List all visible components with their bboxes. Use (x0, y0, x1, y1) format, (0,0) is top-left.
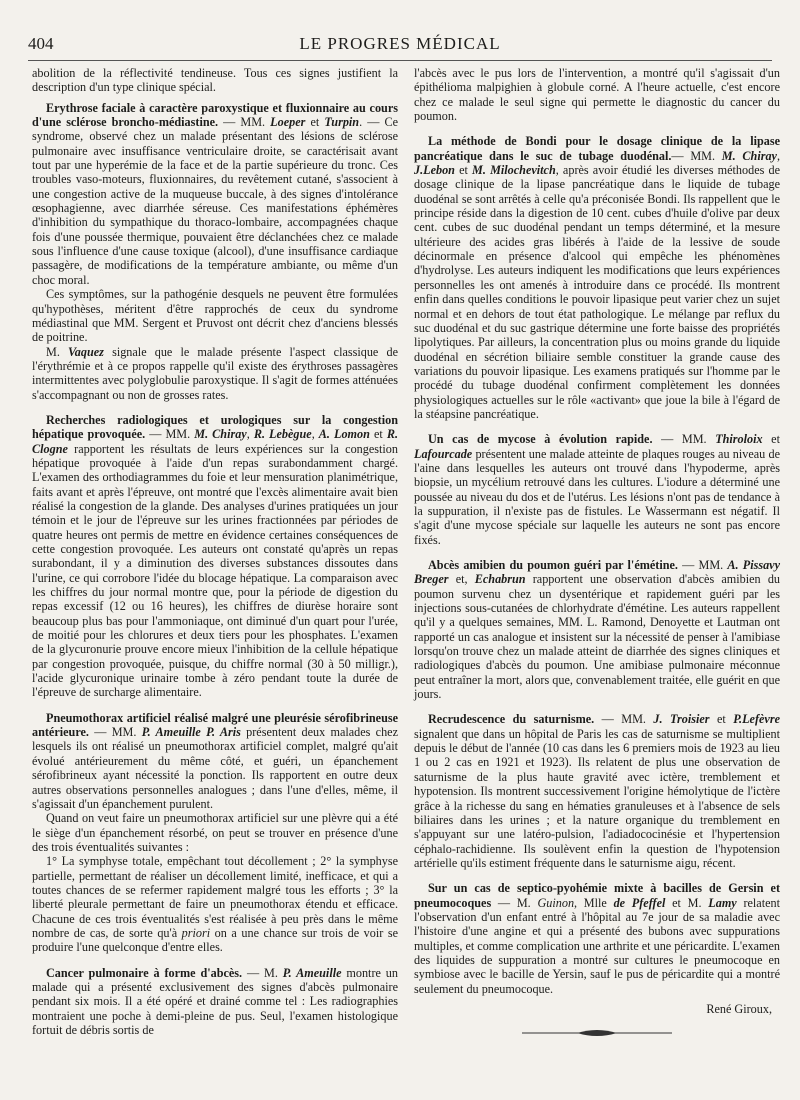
article-pneumothorax (32, 711, 398, 811)
author-name: A. Pissavy (727, 558, 780, 572)
article-title: Cancer pulmonaire à forme d'abcès. (46, 965, 243, 980)
header-rule (28, 60, 772, 61)
text-fragment: et (369, 427, 387, 442)
article-body: présentent deux malades chez lesquels ils ont réalisé un pneumothorax artificiel complet, malgré qu'ait évolué antérieurement du même côté, et guéri, un épanchement sérofibrineux ayant nécessité la ponction. Ils rapportent en outre deux autres observations personnelles analogues ; dans l'une d'elles, même, il s'agissait d'un épanchement purulent. (32, 725, 398, 811)
article-title: Recherches radiologiques et urologiques sur la congestion hépatique provoquée. (32, 412, 398, 442)
end-ornament (522, 1026, 672, 1040)
text-fragment: , Mlle (574, 895, 614, 910)
text-fragment: . — (359, 115, 385, 130)
paragraph (32, 854, 398, 954)
article-cancer-pulmonaire (32, 966, 398, 1038)
author-name: M. Chiray (194, 427, 247, 442)
article-saturnisme (414, 712, 780, 870)
article-body: Ce syndrome, observé chez un malade présentant des lésions de sclérose pulmonaire avec insuffisance ventriculaire droite, se caractérisait avant tout par une hyperémie de la face et de la partie supérieure du tronc. Ces troubles vaso-moteurs, fluxionnaires, du revêtement cutané, s'associent à une congestion active de la muqueuse buccale, à des signes d'intolérance œsophagienne, avec diarrhée séreuse. Ces manifestations éphémères d'inhibition du sympathique du thoraco-lombaire, accompagnées chaque fois d'une poussée thermique, pouvaient être déclanchées chez ce malade sous l'influence d'une cause toxique (alcool), d'une insuffisance cardiaque passagère, de modifications de la température ambiante, ou même d'un choc moral. (32, 115, 399, 287)
left-column (32, 66, 398, 1037)
text-fragment: — MM. (594, 712, 654, 727)
text-fragment: signale que le malade présente l'aspect classique de l'érythrémie et à ce propos rappelle qu'il existe des érythroses passagères intermittentes avec polyglobulie paroxystique. Il s'agit de formes atténuées s'accompagnant ou non de grosses rates. (32, 344, 398, 402)
journal-title: LE PROGRES MÉDICAL (299, 34, 501, 53)
text-fragment: — MM. (652, 432, 716, 447)
article-title: Un cas de mycose à évolution rapide. (428, 432, 653, 447)
article-body: rapportent une observation d'abcès amibien du poumon survenu chez un dysentérique et rapidement guéri par les injections sous-cutanées de chlorhydrate d'émétine. Les auteurs rappellent qu'il y a quelques semaines, MM. L. Ramond, Denoyette et Lautman ont rapporté un cas analogue et insistent sur la nécessité de penser à l'amibiase lorsqu'on trouve chez un malade atteint de diarrhée des signes cliniques et radiologiques d'abcès du poumon. Une amibiase pulmonaire méconnue peut entraîner la mort, alors que, convenablement traitée, elle guérit en que jours. (414, 572, 781, 702)
text-fragment: M. (46, 344, 69, 359)
right-column (414, 66, 780, 1040)
signature: René Giroux, (706, 1001, 772, 1016)
author-name: de Pfeffel (613, 895, 666, 910)
author-name: Breger (414, 572, 449, 587)
author-name: P.Lefèvre (733, 712, 780, 727)
article-lipase (414, 134, 780, 421)
text-fragment: — MM. (145, 427, 195, 442)
author-name: M. Chiray (721, 148, 777, 163)
author-name: Vaquez (68, 344, 104, 359)
page-header (28, 30, 772, 56)
article-title: Pneumothorax artificiel réalisé malgré une pleurésie sérofibrineuse antérieure. (32, 710, 398, 740)
text-fragment: — MM. (671, 148, 722, 163)
article-title: La méthode de Bondi pour le dosage clinique de la lipase pancréatique dans le suc de tubage duodénal. (414, 134, 780, 163)
paragraph: l'abcès avec le pus lors de l'intervention, a montré qu'il s'agissait d'un épithélioma malpighien à globule corné. A l'heure actuelle, c'est encore chez ce malade le seul signe qui permette le diagnostic du cancer du poumon. (414, 66, 780, 124)
text-fragment: — MM. (88, 725, 142, 740)
article-body: signalent que dans un hôpital de Paris les cas de saturnisme se multiplient depuis le début de l'année (10 cas dans les 6 premiers mois de 1923 au lieu 1 ou 2 cas en 1921 et 1923). Ils relatent de plus une observation de saturnisme de la plus haute gravité avec ictère, tremblement et hypotension. Ils montrent successivement l'origine hémolytique de l'ictère grâce à la richesse du sang en hématies granuleuses et à l'absence de sels biliaires dans les urines ; et la nature organique du tremblement en s'appuyant sur une latéro-pulsion, l'adiadococinésie et l'hypertension céphalo-rachidienne. Ils soulèvent enfin la question de l'hypotension artérielle qu'ils estiment fréquente dans le saturnisme aigu, récent. (414, 726, 780, 870)
author-name: P. Aris (206, 725, 241, 740)
paragraph: Ces symptômes, sur la pathogénie desquels ne peuvent être formulées qu'hypothèses, méritent d'être rapprochés de ceux du syndrome médiastinal que MM. Sergent et Pruvost ont décrit chez d'anciens blessés de poitrine. (32, 287, 398, 345)
paragraph: Quand on veut faire un pneumothorax artificiel sur une plèvre qui a été le siège d'un épanchement résorbé, on peut se trouver en présence d'une des trois éventualités suivantes : (32, 811, 398, 854)
author-name: Guinon (537, 895, 575, 910)
text-fragment: — MM. (218, 115, 271, 130)
author-name: J. Troisier (653, 712, 710, 727)
article-body: relatent l'observation d'un enfant entré à l'hôpital au 7e jour de sa maladie avec l'histoire d'une angine et qui a présenté des bubons avec suppurations multiples, et comme complication une arthrite et une péricardite. L'examen des liquides de suppuration a montré sur cultures le pneumocoque en symbiose avec le bacille de Yersin, sauf le pus de péricardite qui a montré seulement du pneumocoque. (414, 895, 780, 996)
text-fragment: 1° La symphyse totale, empêchant tout décollement ; 2° la symphyse partielle, permettant de réaliser un décollement limité, inefficace, et qui a toutes chances de se refermer rapidement malgré tous les efforts ; 3° la liberté pleurale permettant de faire un pneumothorax étendu et efficace. Chacune de ces trois éventualités s'est réalisée à peu près dans le même nombre de cas, de sorte qu'à (32, 854, 398, 940)
author-name: P. Ameuille (141, 725, 201, 740)
paragraph (32, 345, 398, 402)
author-name: P. Ameuille (282, 965, 342, 980)
article-congestion-hepatique (32, 413, 398, 700)
article-body: , après avoir étudié les diverses méthodes de dosage clinique de la lipase pancréatique dans le liquide de tubage duodénal se sont arrêtés à celle qu'a préconisée Bondi. Ils rappellent que le principe réside dans la digestion de 10 cent. cubes d'huile d'olive par deux cent. cubes de suc duodénal pendant un temps déterminé, et la mesure ultérieure des acides gras libérés à l'aide de la lessive de soude décinormale en présence d'alcool qui empêche les phénomènes d'hydrolyse. Les auteurs indiquent les modifications que leurs expériences personnelles les ont amenés à introduire dans ce procédé. Ils montrent enfin dans quelles conditions le pouvoir lipasique peut varier chez un sujet normal et en dehors de tout état pathologique. Le mélange par reflux du suc duodénal et du suc gastrique détermine une forte baisse des propriétés lipolytiques. Par ailleurs, la concentration plus ou moins grande du liquide duodénal en sécrétion biliaire semble constituer la grande cause des variations du pouvoir lipasique. Les examens pratiqués sur l'homme par le procédé du tubage duodénal confirment complètement les données physiologiques actuelles sur le rôle «activant» que joue la bile à l'égard de la stéapsine pancréatique. (414, 163, 780, 421)
text-fragment: on a une chance sur trois de voir se produire l'une quelconque d'entre elles. (32, 925, 399, 955)
page-number: 404 (28, 34, 54, 53)
article-body: présentent une malade atteinte de plaques rouges au niveau de l'aine dans lesquelles les auteurs ont trouvé dans l'hypoderme, après biopsie, un mycélium retrouvé dans les cultures. L'iodure a déterminé une poussée au niveau du dos et de l'utérus. Les lésions n'ont pas de tendance à la suppuration, il n'existe pas de fistules. Le Wassermann est négatif. Il s'agit d'une mycose spéciale sur laquelle les auteurs ne sont pas encore fixés. (414, 446, 780, 547)
text-fragment: et (762, 432, 780, 447)
text-fragment: et (454, 163, 473, 178)
author-name: M. Milochevitch (472, 163, 556, 178)
article-title: Abcès amibien du poumon guéri par l'émétine. (428, 558, 678, 572)
article-title: Sur un cas de septico-pyohémie mixte à bacilles de Gersin et pneumocoques (414, 881, 780, 910)
text-fragment: priori (181, 925, 211, 940)
text-fragment: — MM. (677, 558, 728, 572)
author-name: Loeper (270, 115, 306, 130)
text-fragment: — M. (242, 965, 283, 980)
author-name: Thiroloix (715, 432, 763, 447)
author-name: Turpin (324, 115, 360, 130)
article-title: Erythrose faciale à caractère paroxystique et fluxionnaire au cours d'une sclérose broncho-médiastine. (32, 100, 398, 130)
author-name: Lafourcade (414, 446, 473, 461)
text-fragment: , (311, 427, 319, 442)
article-septico-pyohemie (414, 881, 780, 996)
author-name: R. Clogne (32, 427, 398, 456)
article-abces-amibien (414, 558, 780, 701)
article-body: rapportent les résultats de leurs expériences sur la congestion hépatique provoquée à l'aide d'un repas surabondamment chargé. L'examen des orthodiagrammes du foie et leur mensuration planimétrique, faits avant et après l'épreuve, ont montré que l'excès alimentaire avait bien réalisé la congestion de la glande. Des analyses d'urines pratiquées un jour témoin et le jour de l'épreuve sur les urines fractionnées par périodes de quatre heures ont permis de mettre en évidence certaines conséquences de cette congestion provoquée. Les auteurs ont constaté qu'après un repas surabondant, il y a diminution des diverses substances dissoutes dans l'urine, ce qui corrobore l'idée du blocage hépatique. La comparaison avec les chiffres du jour normal montre que, pour la période de digestion du repas excessif (12 ou 16 heures), les chiffres de diurèse horaire sont beaucoup plus bas pour l'ammoniaque, ont diminué d'un quart pour l'urée, de moitié pour les chlorures et deux tiers pour les phosphates. L'examen de la glycuronurie prouve encore mieux l'inhibition de la cellule hépatique par congestion provoquée, puisque, du chiffre normal (30 à 50 milligr.), l'acide glycuronique urinaire tombe à zéro pendant toute la durée de l'épreuve de surcharge alimentaire. (32, 441, 398, 700)
author-name: J.Lebon (414, 163, 455, 178)
article-title: Recrudescence du saturnisme. (428, 712, 595, 727)
article-erythrose (32, 101, 398, 287)
author-name: Lamy (708, 895, 737, 910)
text-fragment: et M. (665, 895, 709, 910)
text-fragment: et (305, 115, 325, 130)
author-name: A. Lomon (318, 427, 370, 442)
article-mycose (414, 432, 780, 547)
text-fragment: , (776, 148, 780, 163)
text-fragment: et, (448, 572, 475, 587)
text-fragment: et (709, 712, 734, 727)
text-fragment: — M. (491, 895, 538, 910)
text-fragment: , (246, 427, 254, 442)
paragraph: abolition de la réflectivité tendineuse. Tous ces signes justifient la description d'un type clinique spécial. (32, 66, 398, 95)
article-body: montre un malade qui a présenté exclusivement des signes d'abcès pulmonaire pendant six mois. Il a été opéré et drainé comme tel : Les radiographies montraient une poche à demi-pleine de pus. Seul, l'examen histologique fortuit de débris sortis de (32, 965, 398, 1037)
author-name: R. Lebègue (253, 427, 312, 442)
author-name: Echabrun (474, 572, 526, 587)
